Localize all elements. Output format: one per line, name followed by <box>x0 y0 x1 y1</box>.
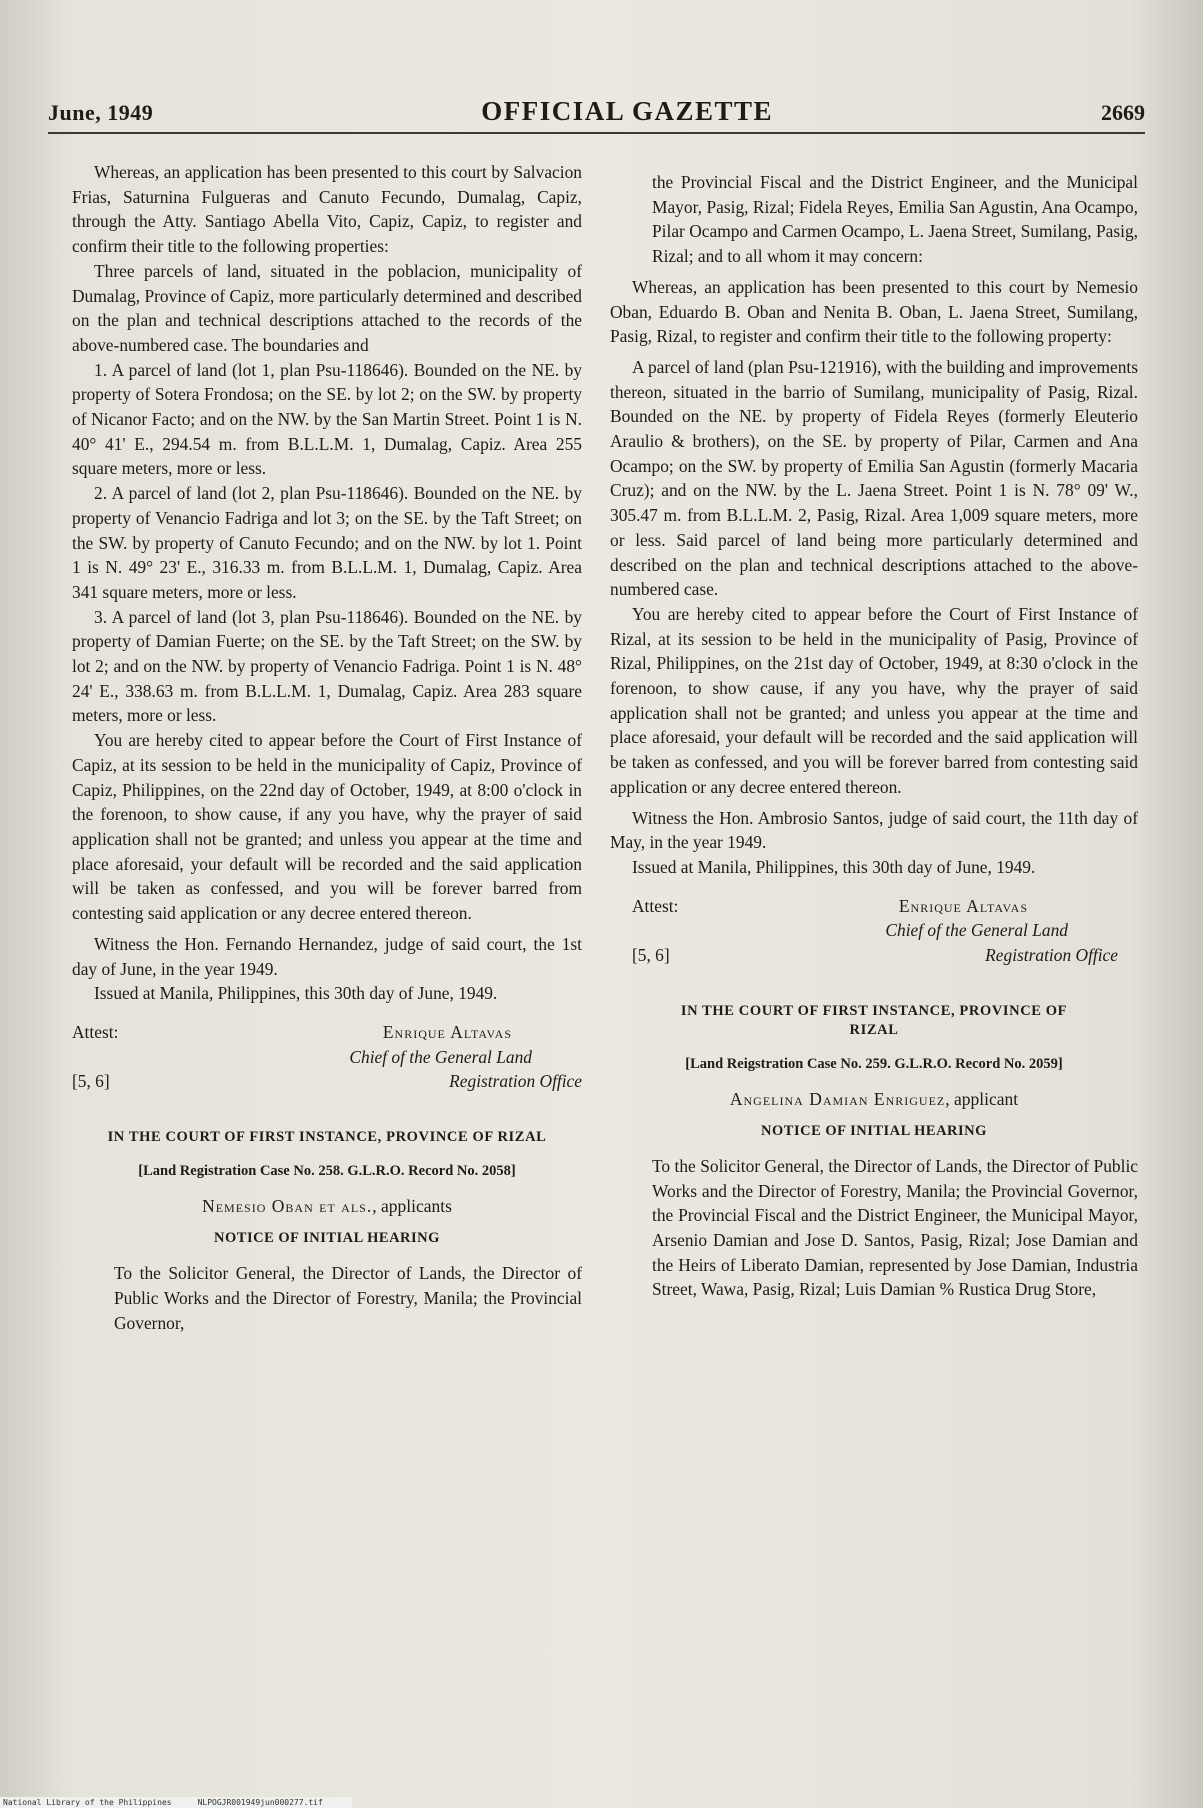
paragraph: the Provincial Fiscal and the District Engineer, and the Municipal Mayor, Pasig, Rizal; Fidela Reyes, Emilia San Agustin, Ana Ocampo, Pilar Ocampo and Carmen Ocampo, L. Jaena Street, Sumilang, Pasig, Rizal; and to all whom it may concern: <box>652 172 1138 267</box>
library-credit: National Library of the Philippines <box>3 1798 172 1807</box>
applicant-role: , applicants <box>372 1195 452 1216</box>
signatory-title: Chief of the General Land <box>885 920 1068 941</box>
paragraph: Three parcels of land, situated in the poblacion, municipality of Dumalag, Province of Capiz, more particularly determined and described on the plan and technical descriptions attached to the records of the above-numbered case. The boundaries and <box>72 260 582 355</box>
paragraph: 2. A parcel of land (lot 2, plan Psu-118646). Bounded on the NE. by property of Venancio Fadriga and lot 3; on the SE. by the Taft Street; on the SW. by property of Canuto Fecundo; and on the NW. by lot 1. Point 1 is N. 49° 23' E., 316.33 m. from B.L.L.M. 1, Dumalag, Capiz. Area 341 square meters, more or less. <box>72 483 582 602</box>
paragraph: You are hereby cited to appear before the Court of First Instance of Capiz, at its session to be held in the municipality of Capiz, Province of Capiz, Philippines, on the 22nd day of October, 1949, at 8:00 o'clock in the forenoon, to show cause, if any you have, why the prayer of said application shall not be granted; and unless you appear at the time and place aforesaid, your default will be recorded and the said application will be taken as confessed, and you will be forever barred from contesting said application or any decree entered thereon. <box>72 730 582 924</box>
scan-footer <box>0 1797 352 1808</box>
paragraph: Whereas, an application has been presented to this court by Salvacion Frias, Saturnina Fulgueras and Canuto Fecundo, Dumalag, Capiz, through the Atty. Santiago Abella Vito, Capiz, Capiz, to register and confirm their title to the following properties: <box>72 162 582 257</box>
applicant-line <box>72 1194 582 1219</box>
reference-number: [5, 6] <box>632 945 670 966</box>
addressees: To the Solicitor General, the Director of Lands, the Director of Public Works and the Director of Forestry, Manila; the Provincial Governor, <box>114 1263 582 1333</box>
signatory-name: Enrique Altavas <box>898 895 1028 916</box>
case-number: [Land Reigstration Case No. 259. G.L.R.O. Record No. 2059] <box>685 1055 1063 1072</box>
signature-block <box>610 894 1138 968</box>
paragraph: 3. A parcel of land (lot 3, plan Psu-118646). Bounded on the NE. by property of Damian Fuerte; on the SE. by the Taft Street; on the SW. by lot 2; and on the NW. by property of Venancio Fadriga. Point 1 is N. 48° 24' E., 338.63 m. from B.L.L.M. 1, Dumalag, Capiz. Area 283 square meters, more or less. <box>72 606 582 726</box>
attest-label: Attest: <box>632 895 679 916</box>
paragraph: Witness the Hon. Fernando Hernandez, judge of said court, the 1st day of June, in the year 1949. <box>72 933 582 979</box>
right-column <box>610 170 1138 1302</box>
signature-block <box>72 1020 582 1094</box>
issue-date: June, 1949 <box>48 100 154 125</box>
applicant-line <box>610 1087 1138 1112</box>
applicant-name: Angelina Damian Enriguez <box>729 1088 946 1109</box>
court-heading: IN THE COURT OF FIRST INSTANCE, PROVINCE OF RIZAL <box>107 1129 547 1146</box>
header-rule <box>48 132 1145 134</box>
reference-number: [5, 6] <box>72 1071 110 1092</box>
publication-title: OFFICIAL GAZETTE <box>481 96 774 126</box>
page-number: 2669 <box>1101 100 1145 125</box>
paragraph: Witness the Hon. Ambrosio Santos, judge of said court, the 11th day of May, in the year 1949. <box>610 807 1138 853</box>
signatory-name: Enrique Altavas <box>382 1021 512 1042</box>
paragraph: A parcel of land (plan Psu-121916), with the building and improvements thereon, situated in the barrio of Sumilang, municipality of Pasig, Rizal. Bounded on the NE. by property of Fidela Reyes (formerly Eleuterio Araulio & brothers), on the SE. by property of Pilar, Carmen and Ana Ocampo; on the SW. by property of Emilia San Agustin (formerly Macaria Cruz); and on the NW. by the L. Jaena Street. Point 1 is N. 78° 09' W., 305.47 m. from B.L.L.M. 2, Pasig, Rizal. Area 1,009 square meters, more or less. Said parcel of land being more particularly determined and described on the plan and technical descriptions attached to the above-numbered case. <box>610 356 1138 600</box>
applicant-name: Nemesio Oban et als. <box>202 1195 373 1216</box>
signatory-title: Chief of the General Land <box>349 1046 532 1067</box>
notice-heading: NOTICE OF INITIAL HEARING <box>761 1123 987 1140</box>
addressees: To the Solicitor General, the Director of Lands, the Director of Public Works and the Director of Forestry, Manila; the Provincial Governor, the Provincial Fiscal and the District Engineer, the Municipal Mayor, Arsenio Damian and Jose D. Santos, Pasig, Rizal; Jose Damian and the Heirs of Liberato Damian, represented by Jose Damian, Industria Street, Wawa, Pasig, Rizal; Luis Damian % Rustica Drug Store, <box>652 1155 1138 1300</box>
left-column <box>72 160 582 1335</box>
scan-filename: NLPOGJR001949jun000277.tif <box>197 1798 323 1807</box>
case-number: [Land Registration Case No. 258. G.L.R.O. Record No. 2058] <box>138 1163 516 1180</box>
paragraph: Whereas, an application has been presented to this court by Nemesio Oban, Eduardo B. Oban and Nenita B. Oban, L. Jaena Street, Sumilang, Pasig, Rizal, to register and confirm their title to the following property: <box>610 276 1138 347</box>
signatory-office: Registration Office <box>985 945 1118 966</box>
paragraph: Issued at Manila, Philippines, this 30th day of June, 1949. <box>632 856 1036 877</box>
notice-heading: NOTICE OF INITIAL HEARING <box>214 1230 440 1247</box>
paragraph: Issued at Manila, Philippines, this 30th day of June, 1949. <box>94 983 498 1004</box>
attest-label: Attest: <box>72 1021 119 1042</box>
paragraph: 1. A parcel of land (lot 1, plan Psu-118646). Bounded on the NE. by property of Sotera Frondosa; on the SE. by lot 2; on the SW. by property of Nicanor Facto; and on the NW. by the San Martin Street. Point 1 is N. 40° 41' E., 294.54 m. from B.L.L.M. 1, Dumalag, Capiz. Area 255 square meters, more or less. <box>72 359 582 479</box>
applicant-role: , applicant <box>945 1088 1019 1109</box>
court-heading: IN THE COURT OF FIRST INSTANCE, PROVINCE OF RIZAL <box>680 1002 1068 1038</box>
paragraph: You are hereby cited to appear before the Court of First Instance of Rizal, at its session to be held in the municipality of Pasig, Province of Rizal, Philippines, on the 21st day of October, 1949, at 8:30 o'clock in the forenoon, to show cause, if any you have, why the prayer of said application shall not be granted; and unless you appear at the time and place aforesaid, your default will be recorded and the said application will be taken as confessed, and you will be forever barred from contesting said application or any decree entered thereon. <box>610 603 1138 797</box>
page-header <box>48 96 1145 136</box>
signatory-office: Registration Office <box>449 1071 582 1092</box>
